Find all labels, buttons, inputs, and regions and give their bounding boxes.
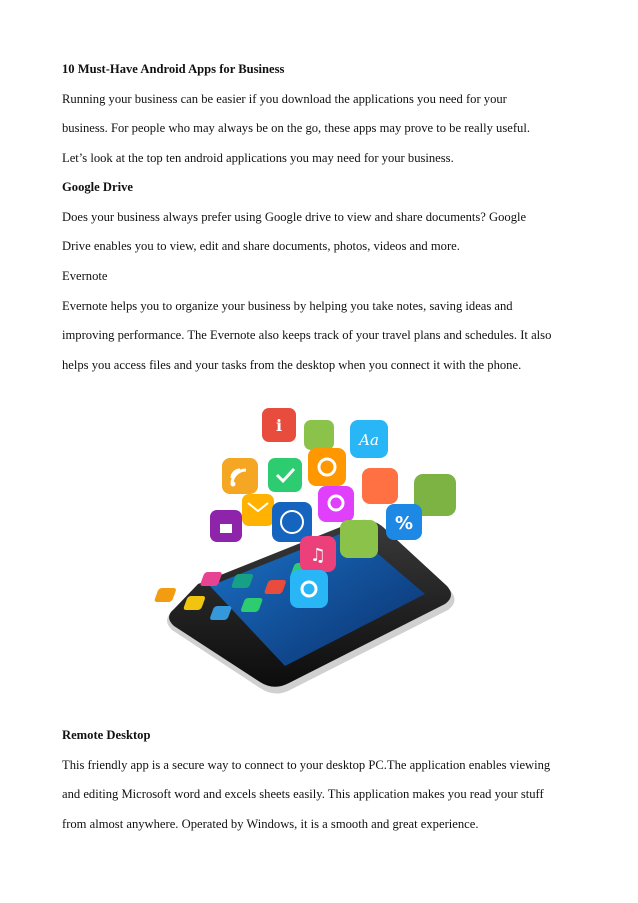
evernote-line: improving performance. The Evernote also keeps track of your travel plans and schedules. It also: [62, 328, 552, 342]
remote-desktop-line: This friendly app is a secure way to connect to your desktop PC.The application enables viewing: [62, 758, 551, 772]
svg-text:Aa: Aa: [359, 431, 379, 449]
section-heading-evernote: Evernote: [62, 269, 108, 283]
evernote-line: Evernote helps you to organize your business by helping you take notes, saving ideas and: [62, 299, 513, 313]
smartphone-apps-illustration: [150, 398, 480, 700]
evernote-line: helps you access files and your tasks from the desktop when you connect it with the phone.: [62, 358, 522, 372]
search-app-icon: [318, 486, 354, 522]
globe-app-icon: [272, 502, 312, 542]
cart-app-icon: [340, 520, 378, 558]
svg-text:%: %: [394, 513, 414, 534]
intro-line: business. For people who may always be on the go, these apps may prove to be really useful.: [62, 121, 530, 135]
svg-text:♫: ♫: [309, 545, 327, 566]
remote-desktop-line: from almost anywhere. Operated by Windows, it is a smooth and great experience.: [62, 817, 479, 831]
section-heading-google-drive: Google Drive: [62, 180, 133, 194]
settings-app-icon: [308, 448, 346, 486]
google-drive-line: Drive enables you to view, edit and share documents, photos, videos and more.: [62, 239, 460, 253]
check-app-icon: [268, 458, 302, 492]
lock-orange-app-icon: [362, 468, 398, 504]
document-title: 10 Must-Have Android Apps for Business: [62, 62, 285, 76]
intro-line: Let’s look at the top ten android applications you may need for your business.: [62, 151, 454, 165]
svg-text:i: i: [275, 416, 283, 435]
camera-app-icon: [290, 570, 328, 608]
google-drive-line: Does your business always prefer using Google drive to view and share documents? Google: [62, 210, 527, 224]
grid-app-icon: [304, 420, 334, 450]
intro-line: Running your business can be easier if you download the applications you need for your: [62, 92, 507, 106]
remote-desktop-line: and editing Microsoft word and excels sheets easily. This application makes you read your stuff: [62, 787, 544, 801]
rss-app-icon: [222, 458, 258, 494]
section-heading-remote-desktop: Remote Desktop: [62, 728, 151, 742]
